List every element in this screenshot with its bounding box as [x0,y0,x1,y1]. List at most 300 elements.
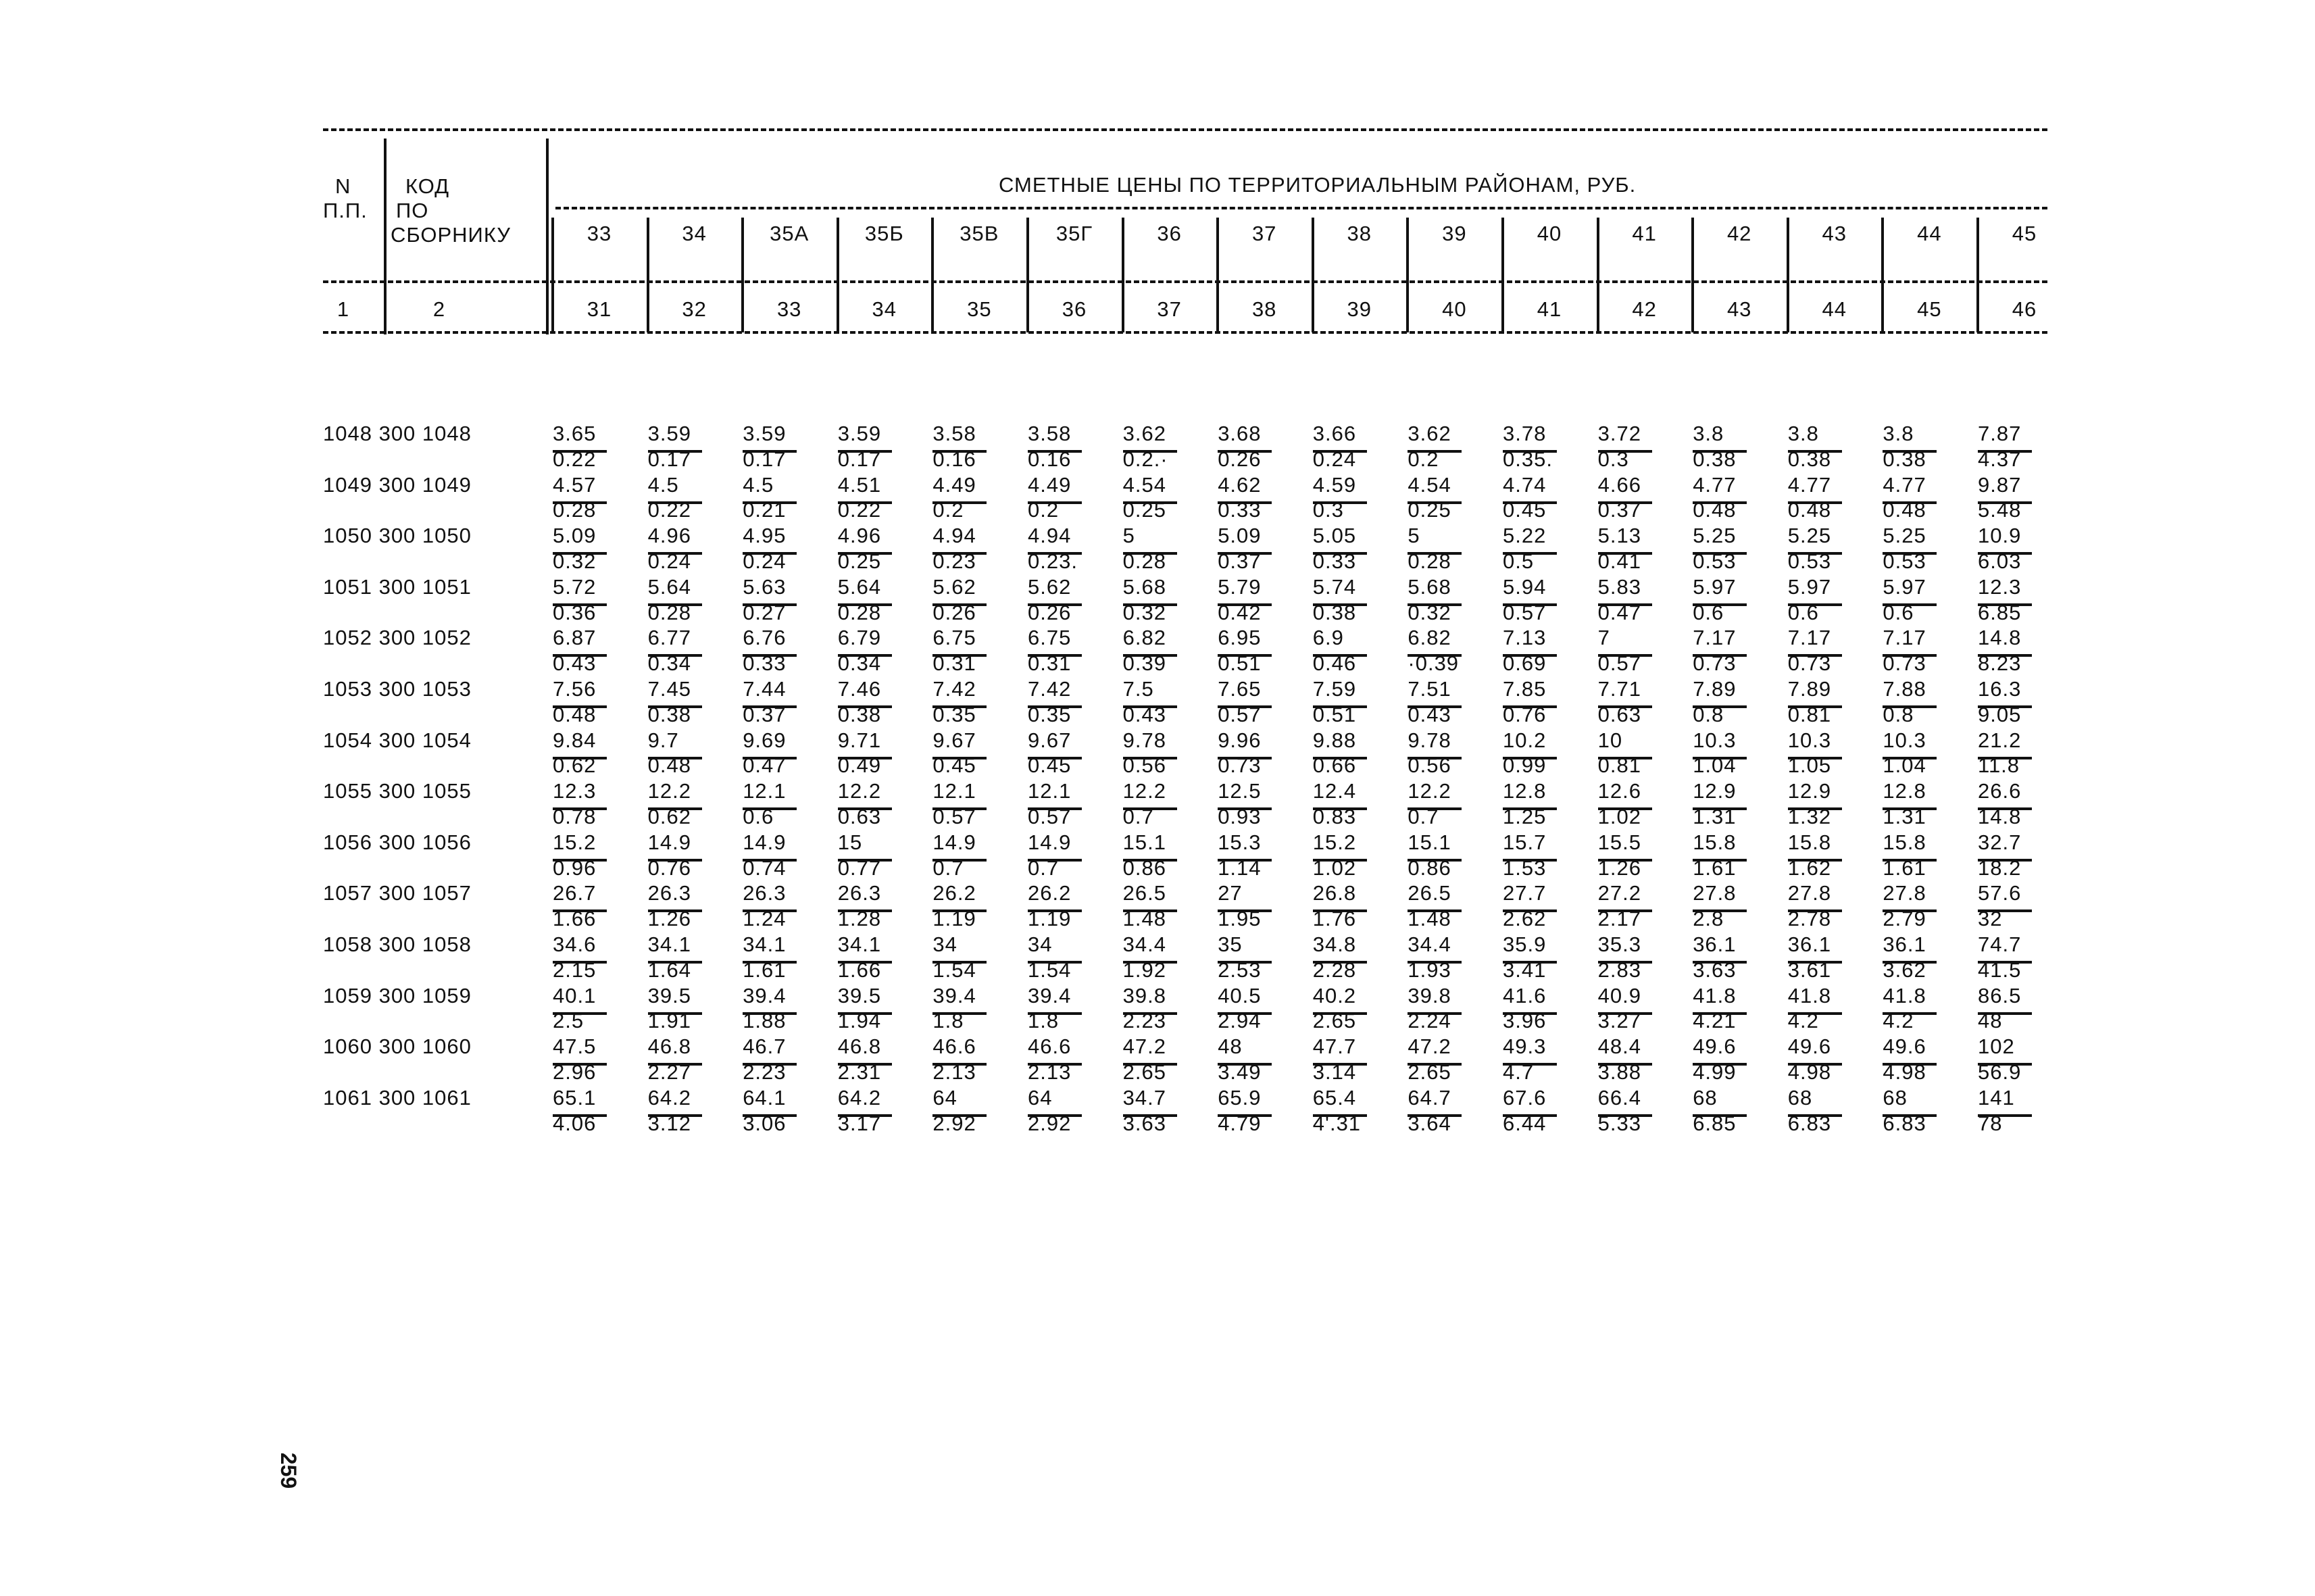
price-cell: 0.86 [1408,855,1451,880]
price-cell: 5 [1408,524,1420,548]
column-number: 33 [776,297,802,321]
price-cell: 0.53 [1693,549,1737,573]
header-divider [384,139,387,334]
price-cell: 4.99 [1693,1060,1737,1084]
price-cell: 9.7 [647,728,679,752]
price-cell: 7.88 [1883,677,1926,701]
price-cell: 7.17 [1787,626,1832,650]
price-cell: 3.78 [1503,422,1547,445]
price-cell: 46.6 [1028,1034,1072,1059]
price-cell: 15.2 [1312,830,1357,854]
price-cell: 3.66 [1312,422,1357,445]
region-code: 34 [682,222,707,245]
price-cell: 1.92 [1122,957,1166,982]
price-cell: 65.4 [1312,1085,1357,1109]
price-cell: 1.61 [1883,855,1926,880]
price-cell: 0.45 [932,753,976,778]
price-cell: 10.3 [1693,728,1737,752]
price-cell: 0.16 [1028,447,1072,471]
price-cell: 3.68 [1218,422,1262,445]
price-cell: 3.58 [932,422,976,445]
price-cell: 0.73 [1693,651,1737,676]
row-code: 1050 300 1050 [323,524,472,548]
price-cell: 4.94 [1028,524,1072,548]
price-cell: 1.61 [1693,855,1737,880]
price-cell: 47.2 [1408,1034,1451,1059]
price-cell: 0.26 [1218,447,1262,471]
price-cell: 0.51 [1312,702,1357,726]
header-column-divider [1122,218,1124,332]
price-cell: 4.98 [1787,1060,1832,1084]
price-cell: 1.54 [932,957,976,982]
price-cell: 34.4 [1408,932,1451,956]
price-cell: 34.1 [837,932,882,956]
price-cell: 0.22 [647,498,691,522]
price-cell: 0.38 [1787,447,1832,471]
price-cell: 0.45 [1503,498,1547,522]
price-cell: 12.9 [1693,779,1737,803]
price-cell: 35.3 [1597,932,1641,956]
price-cell: 5.68 [1122,574,1166,599]
column-number: 41 [1537,297,1562,321]
price-cell: 6.76 [743,626,787,650]
price-cell: 36.1 [1693,932,1737,956]
price-cell: 0.28 [1408,549,1451,573]
price-cell: 9.87 [1978,472,2022,497]
price-cell: 27.2 [1597,881,1641,905]
price-cell: 6.85 [1693,1111,1737,1135]
price-cell: 49.6 [1883,1034,1926,1059]
price-cell: 0.81 [1597,753,1641,778]
price-cell: 0.49 [837,753,882,778]
price-cell: 0.31 [932,651,976,676]
price-cell: 2.65 [1122,1060,1166,1084]
price-cell: 5.97 [1883,574,1926,599]
price-cell: 0.39 [1122,651,1166,676]
price-cell: 12.5 [1218,779,1262,803]
price-cell: 39.4 [932,983,976,1007]
price-cell: 0.47 [1597,600,1641,624]
region-code: 43 [1822,222,1847,245]
price-cell: 2.78 [1787,907,1832,931]
price-cell: 4.62 [1218,472,1262,497]
price-cell: 46.8 [647,1034,691,1059]
price-cell: 27 [1218,881,1243,905]
price-cell: 4.51 [837,472,882,497]
price-cell: 5.25 [1693,524,1737,548]
price-cell: 0.48 [553,702,597,726]
header-code-label: СБОРНИКУ [391,223,511,247]
price-cell: 0.35. [1503,447,1553,471]
header-top-rule [323,128,2047,131]
price-cell: 1.48 [1408,907,1451,931]
price-cell: 0.17 [647,447,691,471]
price-cell: 27.8 [1883,881,1926,905]
price-cell: 14.9 [647,830,691,854]
row-code: 1059 300 1059 [323,983,472,1007]
price-cell: 0.57 [1218,702,1262,726]
price-cell: 7.17 [1693,626,1737,650]
price-cell: 64 [932,1085,957,1109]
header-column-divider [1026,218,1029,332]
column-number: 39 [1347,297,1372,321]
price-cell: 141 [1978,1085,2015,1109]
price-cell: 1.02 [1597,805,1641,828]
region-code: 37 [1251,222,1277,245]
price-cell: 7.89 [1693,677,1737,701]
price-cell: 0.2 [932,498,964,522]
price-cell: 2.17 [1597,907,1641,931]
row-code: 1058 300 1058 [323,932,472,956]
price-cell: 26.3 [647,881,691,905]
price-cell: 68 [1883,1085,1908,1109]
price-cell: 3.96 [1503,1009,1547,1033]
price-cell: 0.7 [1028,855,1060,880]
price-cell: 9.96 [1218,728,1262,752]
price-cell: 1.8 [1028,1009,1060,1033]
price-cell: 3.59 [837,422,882,445]
price-cell: 26.2 [932,881,976,905]
price-cell: 2.94 [1218,1009,1262,1033]
price-cell: 4.66 [1597,472,1641,497]
price-cell: 8.23 [1978,651,2022,676]
column-number: 43 [1726,297,1752,321]
price-cell: 15 [837,830,863,854]
price-cell: 41.8 [1883,983,1926,1007]
price-cell: 49.6 [1787,1034,1832,1059]
column-number: 42 [1632,297,1657,321]
price-cell: 4.54 [1122,472,1166,497]
price-cell: 47.7 [1312,1034,1357,1059]
price-cell: 9.71 [837,728,882,752]
price-cell: 0.77 [837,855,882,880]
price-cell: ·0.39 [1408,651,1460,676]
price-cell: 7.46 [837,677,882,701]
region-code: 44 [1917,222,1942,245]
price-cell: 4.74 [1503,472,1547,497]
price-cell: 2.15 [553,957,597,982]
price-cell: 0.76 [647,855,691,880]
price-cell: 4.5 [743,472,774,497]
price-cell: 6.83 [1787,1111,1832,1135]
price-cell: 0.53 [1787,549,1832,573]
price-cell: 10.3 [1883,728,1926,752]
price-cell: 3.65 [553,422,597,445]
price-cell: 5.97 [1787,574,1832,599]
row-code: 1051 300 1051 [323,574,472,599]
price-cell: 2.23 [743,1060,787,1084]
price-cell: 9.78 [1408,728,1451,752]
price-cell: 1.91 [647,1009,691,1033]
price-cell: 1.26 [1597,855,1641,880]
price-cell: 14.8 [1978,805,2022,828]
price-cell: 35 [1218,932,1243,956]
price-cell: 0.7 [1408,805,1439,828]
price-cell: 1.02 [1312,855,1357,880]
region-code: 45 [2012,222,2037,245]
price-cell: 7.59 [1312,677,1357,701]
price-cell: 41.6 [1503,983,1547,1007]
price-cell: 5.72 [553,574,597,599]
price-cell: 4.06 [553,1111,597,1135]
price-cell: 5.33 [1597,1111,1641,1135]
price-cell: 4.49 [932,472,976,497]
price-cell: 0.57 [1503,600,1547,624]
price-cell: 9.05 [1978,702,2022,726]
price-cell: 1.26 [647,907,691,931]
price-cell: 65.9 [1218,1085,1262,1109]
price-cell: 12.4 [1312,779,1357,803]
price-cell: 6.03 [1978,549,2022,573]
price-cell: 34.6 [553,932,597,956]
price-cell: 0.8 [1883,702,1914,726]
price-cell: 0.62 [553,753,597,778]
price-cell: 12.1 [932,779,976,803]
row-code: 1049 300 1049 [323,472,472,497]
price-cell: 5.74 [1312,574,1357,599]
price-cell: 39.5 [837,983,882,1007]
price-cell: 11.8 [1978,753,2020,778]
price-cell: 1.28 [837,907,882,931]
price-cell: 6.44 [1503,1111,1547,1135]
header-column-divider [1216,218,1219,332]
price-cell: 0.38 [1693,447,1737,471]
price-cell: 9.67 [1028,728,1072,752]
price-cell: 2.92 [1028,1111,1072,1135]
price-cell: 64.2 [647,1085,691,1109]
column-number: 38 [1251,297,1277,321]
price-cell: 0.3 [1312,498,1344,522]
price-cell: 2.31 [837,1060,882,1084]
price-cell: 0.33 [743,651,787,676]
region-code: 33 [587,222,612,245]
price-cell: 3.62 [1883,957,1926,982]
price-cell: 6.87 [553,626,597,650]
price-cell: 2.24 [1408,1009,1451,1033]
price-cell: 57.6 [1978,881,2022,905]
price-cell: 16.3 [1978,677,2022,701]
price-cell: 1.14 [1218,855,1262,880]
price-cell: 36.1 [1883,932,1926,956]
price-cell: 12.1 [743,779,787,803]
price-cell: 0.86 [1122,855,1166,880]
row-code: 1048 300 1048 [323,422,472,445]
price-cell: 0.17 [743,447,787,471]
price-cell: 7.42 [932,677,976,701]
price-cell: 4.2 [1883,1009,1914,1033]
price-cell: 1.76 [1312,907,1357,931]
price-cell: 0.23 [932,549,976,573]
price-cell: 12.2 [837,779,882,803]
price-cell: 0.6 [1787,600,1819,624]
price-cell: 1.24 [743,907,787,931]
price-cell: 0.43 [553,651,597,676]
price-cell: 3.41 [1503,957,1547,982]
price-cell: 0.37 [1597,498,1641,522]
header-n-label: N [335,174,351,198]
price-cell: 0.25 [1408,498,1451,522]
price-cell: 0.28 [1122,549,1166,573]
price-cell: 41.8 [1693,983,1737,1007]
price-cell: 65.1 [553,1085,597,1109]
price-cell: 2.13 [932,1060,976,1084]
region-code: 36 [1157,222,1182,245]
price-cell: 10.2 [1503,728,1547,752]
column-number: 31 [587,297,612,321]
price-cell: 3.59 [647,422,691,445]
price-cell: 1.25 [1503,805,1547,828]
price-cell: 0.43 [1408,702,1451,726]
price-cell: 4.77 [1787,472,1832,497]
price-cell: 7.87 [1978,422,2022,445]
price-cell: 3.8 [1693,422,1724,445]
region-code: 35Б [864,222,904,245]
column-number: 44 [1822,297,1847,321]
price-cell: 0.2.· [1122,447,1168,471]
price-cell: 7.89 [1787,677,1832,701]
price-cell: 0.76 [1503,702,1547,726]
region-code: 38 [1347,222,1372,245]
price-cell: 2.96 [553,1060,597,1084]
price-cell: 0.56 [1122,753,1166,778]
price-cell: 32.7 [1978,830,2022,854]
price-cell: 67.6 [1503,1085,1547,1109]
price-cell: 15.1 [1122,830,1166,854]
header-column-divider [931,218,934,332]
price-cell: 4.96 [837,524,882,548]
price-cell: 0.73 [1787,651,1832,676]
price-cell: 4.77 [1883,472,1926,497]
price-cell: 7.5 [1122,677,1154,701]
price-cell: 0.73 [1218,753,1262,778]
price-cell: 3.17 [837,1111,882,1135]
price-cell: 1.53 [1503,855,1547,880]
price-cell: 12.2 [1122,779,1166,803]
price-cell: 0.69 [1503,651,1547,676]
price-cell: 1.32 [1787,805,1832,828]
page-number: 259 [276,1452,301,1489]
price-cell: 12.3 [553,779,597,803]
price-cell: 5.09 [553,524,597,548]
row-code: 1054 300 1054 [323,728,472,752]
price-cell: 15.1 [1408,830,1451,854]
price-cell: 15.8 [1693,830,1737,854]
price-cell: 4.57 [553,472,597,497]
price-cell: 0.34 [647,651,691,676]
price-cell: 86.5 [1978,983,2022,1007]
price-cell: 0.78 [553,805,597,828]
price-cell: 3.27 [1597,1009,1641,1033]
row-code: 1053 300 1053 [323,677,472,701]
price-cell: 4'.31 [1312,1111,1362,1135]
price-cell: 0.22 [837,498,882,522]
price-cell: 5.25 [1787,524,1832,548]
price-cell: 41.5 [1978,957,2022,982]
row-code: 1052 300 1052 [323,626,472,650]
price-cell: 48.4 [1597,1034,1641,1059]
price-cell: 40.5 [1218,983,1262,1007]
header-divider [546,139,549,334]
price-cell: 9.84 [553,728,597,752]
price-cell: 1.64 [647,957,691,982]
price-cell: 35.9 [1503,932,1547,956]
price-cell: 0.24 [647,549,691,573]
price-cell: 0.6 [1693,600,1724,624]
price-cell: 12.9 [1787,779,1832,803]
price-cell: 47.5 [553,1034,597,1059]
price-cell: 0.3 [1597,447,1629,471]
price-cell: 40.1 [553,983,597,1007]
price-cell: 0.81 [1787,702,1832,726]
price-cell: 5.13 [1597,524,1641,548]
price-cell: 0.2 [1408,447,1439,471]
price-cell: 0.48 [1693,498,1737,522]
price-cell: 0.38 [837,702,882,726]
price-cell: 0.57 [1028,805,1072,828]
price-cell: 0.93 [1218,805,1262,828]
price-cell: 0.42 [1218,600,1262,624]
price-cell: 3.62 [1122,422,1166,445]
price-cell: 39.5 [647,983,691,1007]
column-number: 1 [337,297,350,321]
price-cell: 39.4 [1028,983,1072,1007]
price-cell: 2.8 [1693,907,1724,931]
price-cell: 46.8 [837,1034,882,1059]
price-cell: 10 [1597,728,1623,752]
price-cell: 0.16 [932,447,976,471]
price-cell: 39.8 [1122,983,1166,1007]
price-cell: 36.1 [1787,932,1832,956]
price-cell: 7.71 [1597,677,1641,701]
header-mid-rule [555,207,2047,209]
price-cell: 0.23. [1028,549,1078,573]
price-cell: 34.1 [647,932,691,956]
price-cell: 66.4 [1597,1085,1641,1109]
price-cell: 40.9 [1597,983,1641,1007]
price-cell: 1.05 [1787,753,1832,778]
price-cell: 48 [1218,1034,1243,1059]
price-cell: 7.17 [1883,626,1926,650]
price-cell: 5.48 [1978,498,2022,522]
price-cell: 1.93 [1408,957,1451,982]
price-cell: 1.31 [1883,805,1926,828]
column-number: 46 [2012,297,2037,321]
price-cell: 5.94 [1503,574,1547,599]
price-cell: 10.3 [1787,728,1832,752]
price-cell: 26.8 [1312,881,1357,905]
price-cell: 0.35 [1028,702,1072,726]
header-column-divider [1881,218,1884,332]
price-cell: 34.1 [743,932,787,956]
price-cell: 0.2 [1028,498,1060,522]
price-cell: 0.37 [743,702,787,726]
price-cell: 5.62 [1028,574,1072,599]
price-cell: 0.7 [1122,805,1154,828]
column-number: 32 [682,297,707,321]
column-number: 35 [967,297,992,321]
price-cell: 34.8 [1312,932,1357,956]
price-cell: 0.26 [932,600,976,624]
price-cell: 68 [1693,1085,1718,1109]
price-cell: 0.32 [1408,600,1451,624]
price-cell: 0.41 [1597,549,1641,573]
price-cell: 1.54 [1028,957,1072,982]
price-cell: 6.85 [1978,600,2022,624]
price-cell: 1.66 [553,907,597,931]
price-cell: 2.65 [1312,1009,1357,1033]
header-column-divider [1406,218,1409,332]
price-cell: 0.24 [1312,447,1357,471]
